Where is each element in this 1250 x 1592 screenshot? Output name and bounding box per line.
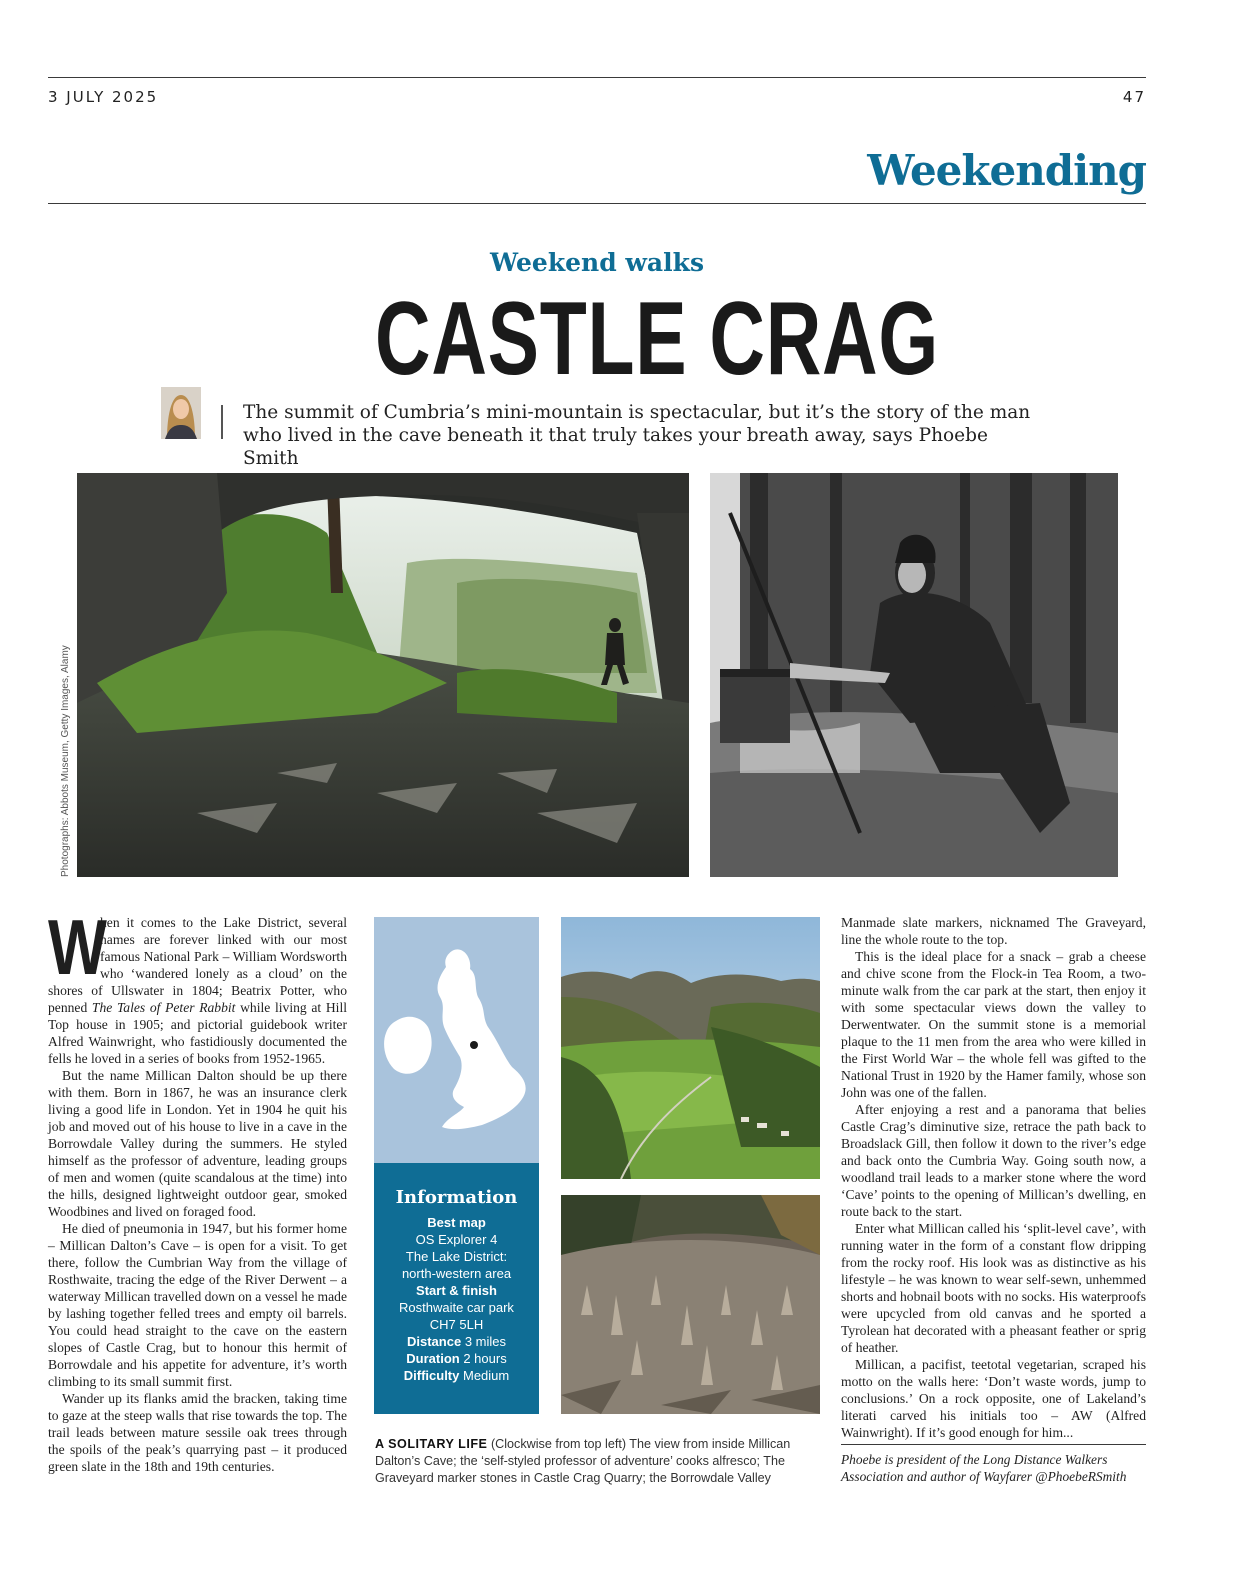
headline: CASTLE CRAG: [375, 281, 939, 397]
photo-caption: [375, 1436, 795, 1487]
standfirst-bar: [221, 405, 223, 439]
paragraph: This is the ideal place for a snack – grab a cheese and chive scone from the Flock-in Tea Room, a two-minute walk from the car park at the start, then enjoy it with some spectacular views down the valley to Derwentwater. On the summit stone is a memorial plaque to the 11 men from the area who were killed in the First World War – the whole fell was gifted to the National Trust in 1920 by the Hamer family, whose son John was one of the fallen.: [841, 949, 1146, 1100]
paragraph-text: while living at Hill Top house in 1905; and pictorial guidebook writer Alfred Wainwright, who fastidiously documented the fells he loved in a series of books from 1952-1965.: [48, 1000, 347, 1066]
author-bio: Phoebe is president of the Long Distance Walkers Association and author of Wayfarer @PhoebeRSmith: [841, 1452, 1127, 1484]
paragraph: After enjoying a rest and a panorama that belies Castle Crag’s diminutive size, retrace the path back to Broadslack Gill, then follow it down to the river’s edge and back onto the Cumbria Way. Going south now, a woodland trail leads to a marker stone where the word ‘Cave’ points to the opening of Millican’s dwelling, en route back to the start.: [841, 1102, 1146, 1219]
caption-label: A SOLITARY LIFE: [375, 1437, 488, 1451]
kicker: Weekend walks: [489, 248, 705, 277]
drop-cap: W: [48, 903, 107, 991]
paragraph: Enter what Millican called his ‘split-level cave’, with running water in the form of a constant flow dripping from the rocky roof. His look was as distinctive as his lifestyle – he was known to wear self-sewn, unhemmed shorts and hobnail boots with no socks. His waterproofs were upcycled from old canvas and he sported a Tyrolean hat decorated with a pheasant feather or sprig of heather.: [841, 1221, 1146, 1355]
info-best-map-3: north-western area: [401, 1266, 512, 1281]
article-column-2: [841, 914, 1146, 1441]
bio-rule: [841, 1444, 1146, 1445]
info-title: Information: [395, 1187, 518, 1208]
info-best-map-2: The Lake District:: [405, 1249, 508, 1264]
information-box: [374, 1163, 539, 1414]
issue-date: 3 JULY 2025: [48, 88, 159, 106]
borrowdale-valley-photo: [561, 917, 820, 1179]
uk-map: [374, 917, 539, 1163]
info-start-1: Rosthwaite car park: [399, 1300, 514, 1315]
paragraph: Wander up its flanks amid the bracken, taking time to gaze at the steep walls that rise towards the top. The trail leads between mature sessile oak trees through the spoils of the peak’s quarrying past – it produced green slate in the 18th and 19th centuries.: [48, 1391, 347, 1474]
info-difficulty: Difficulty Medium: [403, 1368, 510, 1383]
millican-dalton-photo: [710, 473, 1118, 877]
section-title: Weekending: [867, 146, 1146, 195]
section-rule: [48, 203, 1146, 204]
info-start-2: CH7 5LH: [429, 1317, 484, 1332]
page-number: 47: [1122, 88, 1146, 106]
author-avatar: [161, 387, 201, 439]
top-rule: [48, 77, 1146, 78]
paragraph: Manmade slate markers, nicknamed The Graveyard, line the whole route to the top.: [841, 915, 1146, 947]
caption-text: (Clockwise from top left) The view from inside Millican Dalton’s Cave; the ‘self-styled professor of adventure’ cooks alfresco; The Graveyard marker stones in Castle Crag Quarry; the Borrowdale Valley: [375, 1437, 791, 1485]
cave-photo: [77, 473, 689, 877]
paragraph: Millican, a pacifist, teetotal vegetarian, scraped his motto on the walls here: ‘Don’t waste words, jump to conclusions.’ On a rock opposite, one of Lakeland’s literati carved his initials too – AW (Alfred Wainwright). If it’s good enough for him...: [841, 1357, 1146, 1440]
info-distance: Distance 3 miles: [406, 1334, 506, 1349]
book-title: The Tales of Peter Rabbit: [91, 1000, 236, 1015]
info-best-map-1: OS Explorer 4: [415, 1232, 498, 1247]
info-start-label: Start & finish: [416, 1283, 497, 1298]
paragraph-text: hen it comes to the Lake District, several names are forever linked with our most famous National Park – William Wordsworth who ‘wandered lonely as a cloud’ on the shores of Ullswater in 1804; Beatrix Potter, who penned: [48, 915, 347, 1015]
paragraph: He died of pneumonia in 1947, but his former home – Millican Dalton’s Cave – is open for a visit. To get there, follow the Cumbrian Way from the village of Rosthwaite, tracing the edge of the River Derwent – a waterway Millican travelled down on a vessel he made by lashing together felled trees and empty oil barrels. You could head straight to the cave on the eastern slopes of Castle Crag, but to honour this hermit of Borrowdale and his appetite for adventure, it’s worth climbing to its small summit first.: [48, 1221, 347, 1389]
info-best-map-label: Best map: [427, 1215, 486, 1230]
standfirst: The summit of Cumbria’s mini-mountain is spectacular, but it’s the story of the man who lived in the cave beneath it that truly takes your breath away, says Phoebe Smith: [243, 402, 1031, 469]
info-duration: Duration 2 hours: [406, 1351, 507, 1366]
photo-credit: Photographs: Abbots Museum, Getty Images, Alamy: [60, 645, 71, 877]
article-column-1: [48, 903, 347, 1475]
graveyard-stones-photo: [561, 1195, 820, 1414]
paragraph: [48, 903, 347, 1067]
paragraph: But the name Millican Dalton should be up there with them. Born in 1867, he was an insurance clerk living a good life in London. Yet in 1904 he quit his job and moved out of his house to live in a cave in the Borrowdale Valley during the summers. He styled himself as the professor of adventure, leading groups of men and women (quite scandalous at the time) into the hills, designed lightweight outdoor gear, smoked Woodbines and lived on foraged food.: [48, 1068, 347, 1219]
